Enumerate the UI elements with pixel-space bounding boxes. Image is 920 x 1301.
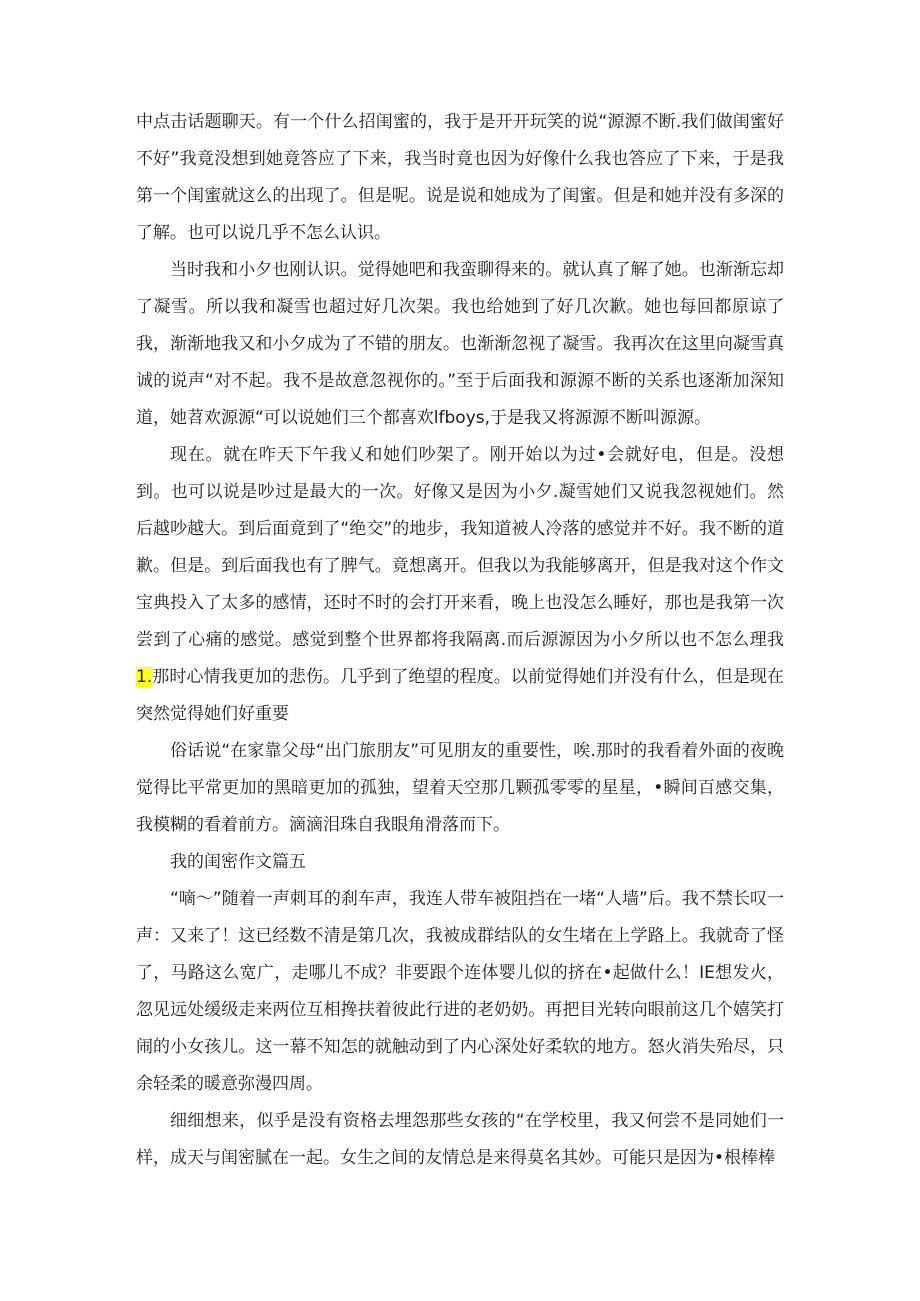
highlighted-marker: 1.	[136, 667, 153, 687]
paragraph-3	[136, 437, 784, 733]
paragraph-2: 当时我和小夕也刚认识。觉得她吧和我蛮聊得来的。就认真了解了她。也渐渐忘却了凝雪。所以我和凝雪也超过好几次架。我也给她到了好几次歉。她也每回都原谅了我，渐渐地我又和小夕成为了不错的朋友。也渐渐忽视了凝雪。我再次在这里向凝雪真诚的说声“对不起。我不是故意忽视你的。”至于后面我和源源不断的关系也逐渐加深知道，她苕欢源源“可以说她们三个都喜欢lfboys,于是我又将源源不断叫源源。	[136, 260, 784, 428]
paragraph-4: 俗话说“在家靠父母“出门旅朋友”可见朋友的重要性，唉.那时的我看着外面的夜晚觉得比平常更加的黑暗更加的孤独，望着天空那几颗孤零零的星星，•瞬间百感交集，我模糊的看着前方。滴滴泪珠自我眼角滑落而下。	[136, 741, 784, 835]
section-heading: 我的闺密作文篇五	[170, 852, 306, 872]
document-body	[136, 104, 784, 1177]
paragraph-3-text-after: 那时心情我更加的悲伤。几乎到了绝望的程度。以前觉得她们并没有什么，但是现在突然觉得她们好重要	[136, 667, 784, 724]
paragraph-1: 中点击话题聊天。有一个什么招闺蜜的，我于是开开玩笑的说“源源不断.我们做闺蜜好不好”我竟没想到她竟答应了下来，我当时竟也因为好像什么我也答应了下来，于是我第一个闺蜜就这么的出现了。但是呢。说是说和她成为了闺蜜。但是和她并没有多深的了解。也可以说几乎不怎么认识。	[136, 112, 784, 243]
paragraph-3-text-before: 现在。就在咋天下午我乂和她们吵架了。刚开始以为过•会就好电，但是。没想到。也可以说是吵过是最大的一次。好像又是因为小夕.凝雪她们又说我忽视她们。然后越吵越大。到后面竟到了“绝交”的地步，我知道被人冷落的感觉并不好。我不断的道歉。但是。到后面我也有了脾气。竟想离开。但我以为我能够离开，但是我对这个作文宝典投入了太多的感情，还时不时的会打开来看，晚上也没怎么睡好，那也是我第一次尝到了心痛的感觉。感觉到整个世界都将我隔离.而后源源因为小夕所以也不怎么理我	[136, 445, 784, 650]
paragraph-6: 细细想来，似乎是没有资格去埋怨那些女孩的“在学校里，我又何尝不是同她们一样，成天与闺密腻在一起。女生之间的友情总是来得莫名其妙。可能只是因为•根棒棒	[136, 1111, 784, 1168]
paragraph-5: “嘀～”随着一声刺耳的刹车声，我连人带车被阻挡在一堵“人墙”后。我不禁长叹一声：又来了！这已经数不清是第几次，我被成群结队的女生堵在上学路上。我就奇了怪了，马路这么宽广，走哪儿不成？非要跟个连体婴儿似的挤在•起做什么！IE想发火，忽见远处缓级走来两位互相搀扶着彼此行进的老奶奶。再把目光转向眼前这几个嬉笑打闹的小女孩儿。这一幕不知怎的就触动到了内心深处好柔软的地方。怒火消失殆尽，只余轻柔的暖意弥漫四周。	[136, 889, 784, 1094]
